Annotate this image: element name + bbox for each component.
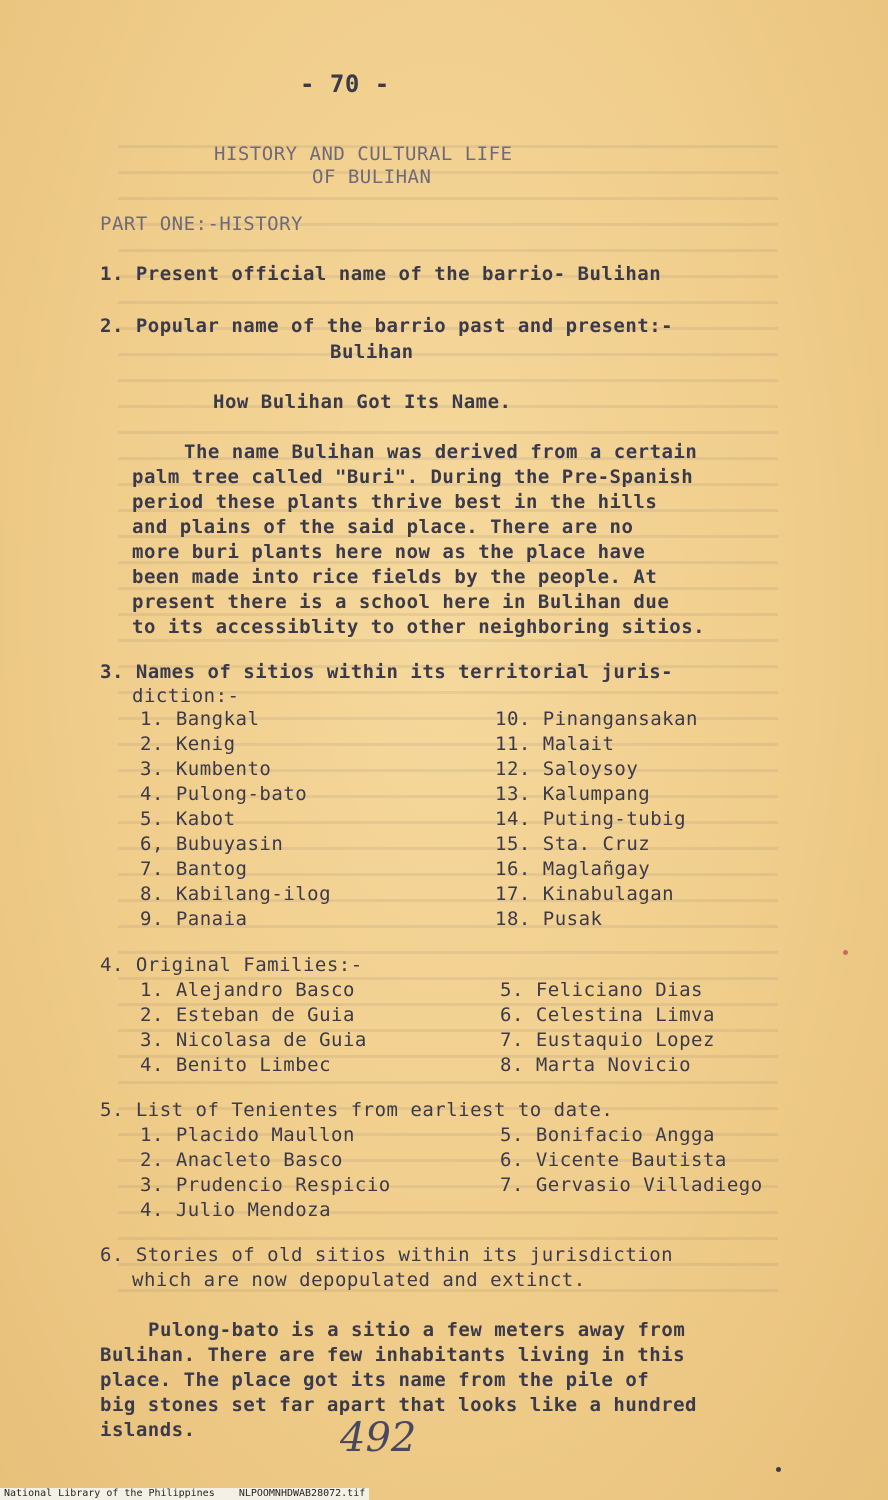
para1-line: The name Bulihan was derived from a certain [184,441,698,463]
footer-library: National Library of the Philippines [4,1488,215,1499]
list-item: 14. Puting-tubig [495,808,687,830]
list-item: 2. Kenig [140,733,236,755]
list-item: 6. Vicente Bautista [500,1149,727,1171]
para1-line: period these plants thrive best in the hills [132,491,658,513]
item-6-stories-heading: 6. Stories of old sitios within its jurisdiction [100,1244,674,1266]
list-item: 10. Pinangansakan [495,708,698,730]
item-3-sitios-heading: 3. Names of sitios within its territorial juris- [100,661,674,683]
para2-line: place. The place got its name from the pile of [100,1369,650,1391]
list-item: 5. Kabot [140,808,236,830]
footer-filename: NLPOOMNHDWAB28072.tif [238,1488,366,1499]
list-item: 3. Nicolasa de Guia [140,1029,367,1051]
list-item: 1. Bangkal [140,708,260,730]
para1-line: and plains of the said place. There are no [132,516,634,538]
para1-line: been made into rice fields by the people. At [132,566,658,588]
list-item: 6. Celestina Limva [500,1004,715,1026]
list-item: 17. Kinabulagan [495,883,675,905]
list-item: 5. Feliciano Dias [500,979,703,1001]
para1-line: palm tree called "Buri". During the Pre-Spanish [132,466,694,488]
para2-line: Bulihan. There are few inhabitants living in this [100,1344,686,1366]
list-item: 15. Sta. Cruz [495,833,651,855]
item-5-tenientes-heading: 5. List of Tenientes from earliest to date. [100,1099,614,1121]
list-item: 4. Pulong-bato [140,783,308,805]
list-item: 7. Bantog [140,858,248,880]
list-item: 1. Placido Maullon [140,1124,355,1146]
title-line-1: HISTORY AND CULTURAL LIFE [214,143,513,165]
list-item: 3. Prudencio Respicio [140,1174,391,1196]
ink-speck [776,1467,781,1472]
list-item: 12. Saloysoy [495,758,639,780]
item-4-families-heading: 4. Original Families:- [100,954,363,976]
list-item: 4. Julio Mendoza [140,1199,332,1221]
list-item: 11. Malait [495,733,615,755]
item-2-popular-name-value: Bulihan [330,341,414,363]
item-6-stories-heading-cont: which are now depopulated and extinct. [132,1269,586,1291]
list-item: 8. Marta Novicio [500,1054,692,1076]
handwritten-page-number: 492 [340,1415,417,1461]
item-2-popular-name: 2. Popular name of the barrio past and present:- [100,315,674,337]
page-number: - 70 - [300,70,390,98]
list-item: 7. Eustaquio Lopez [500,1029,715,1051]
list-item: 2. Esteban de Guia [140,1004,355,1026]
list-item: 13. Kalumpang [495,783,651,805]
list-item: 3. Kumbento [140,758,272,780]
list-item: 16. Maglañgay [495,858,651,880]
item-1-official-name: 1. Present official name of the barrio- Bulihan [100,263,662,285]
ink-speck [843,950,848,955]
list-item: 4. Benito Limbec [140,1054,332,1076]
list-item: 8. Kabilang-ilog [140,883,332,905]
para1-line: present there is a school here in Bulihan due [132,591,670,613]
list-item: 6, Bubuyasin [140,833,284,855]
para1-line: to its accessiblity to other neighboring sitios. [132,616,706,638]
subheading-how-name: How Bulihan Got Its Name. [213,391,512,413]
item-3-sitios-heading-cont: diction:- [132,685,240,707]
para2-line: islands. [100,1419,196,1441]
part-heading: PART ONE:-HISTORY [100,213,303,235]
list-item: 18. Pusak [495,908,603,930]
list-item: 9. Panaia [140,908,248,930]
list-item: 7. Gervasio Villadiego [500,1174,763,1196]
list-item: 5. Bonifacio Angga [500,1124,715,1146]
list-item: 2. Anacleto Basco [140,1149,343,1171]
para1-line: more buri plants here now as the place have [132,541,646,563]
list-item: 1. Alejandro Basco [140,979,355,1001]
para2-line: big stones set far apart that looks like a hundred [100,1394,697,1416]
para2-line: Pulong-bato is a sitio a few meters away from [148,1319,686,1341]
title-line-2: OF BULIHAN [312,166,432,188]
archive-footer [0,1488,369,1500]
